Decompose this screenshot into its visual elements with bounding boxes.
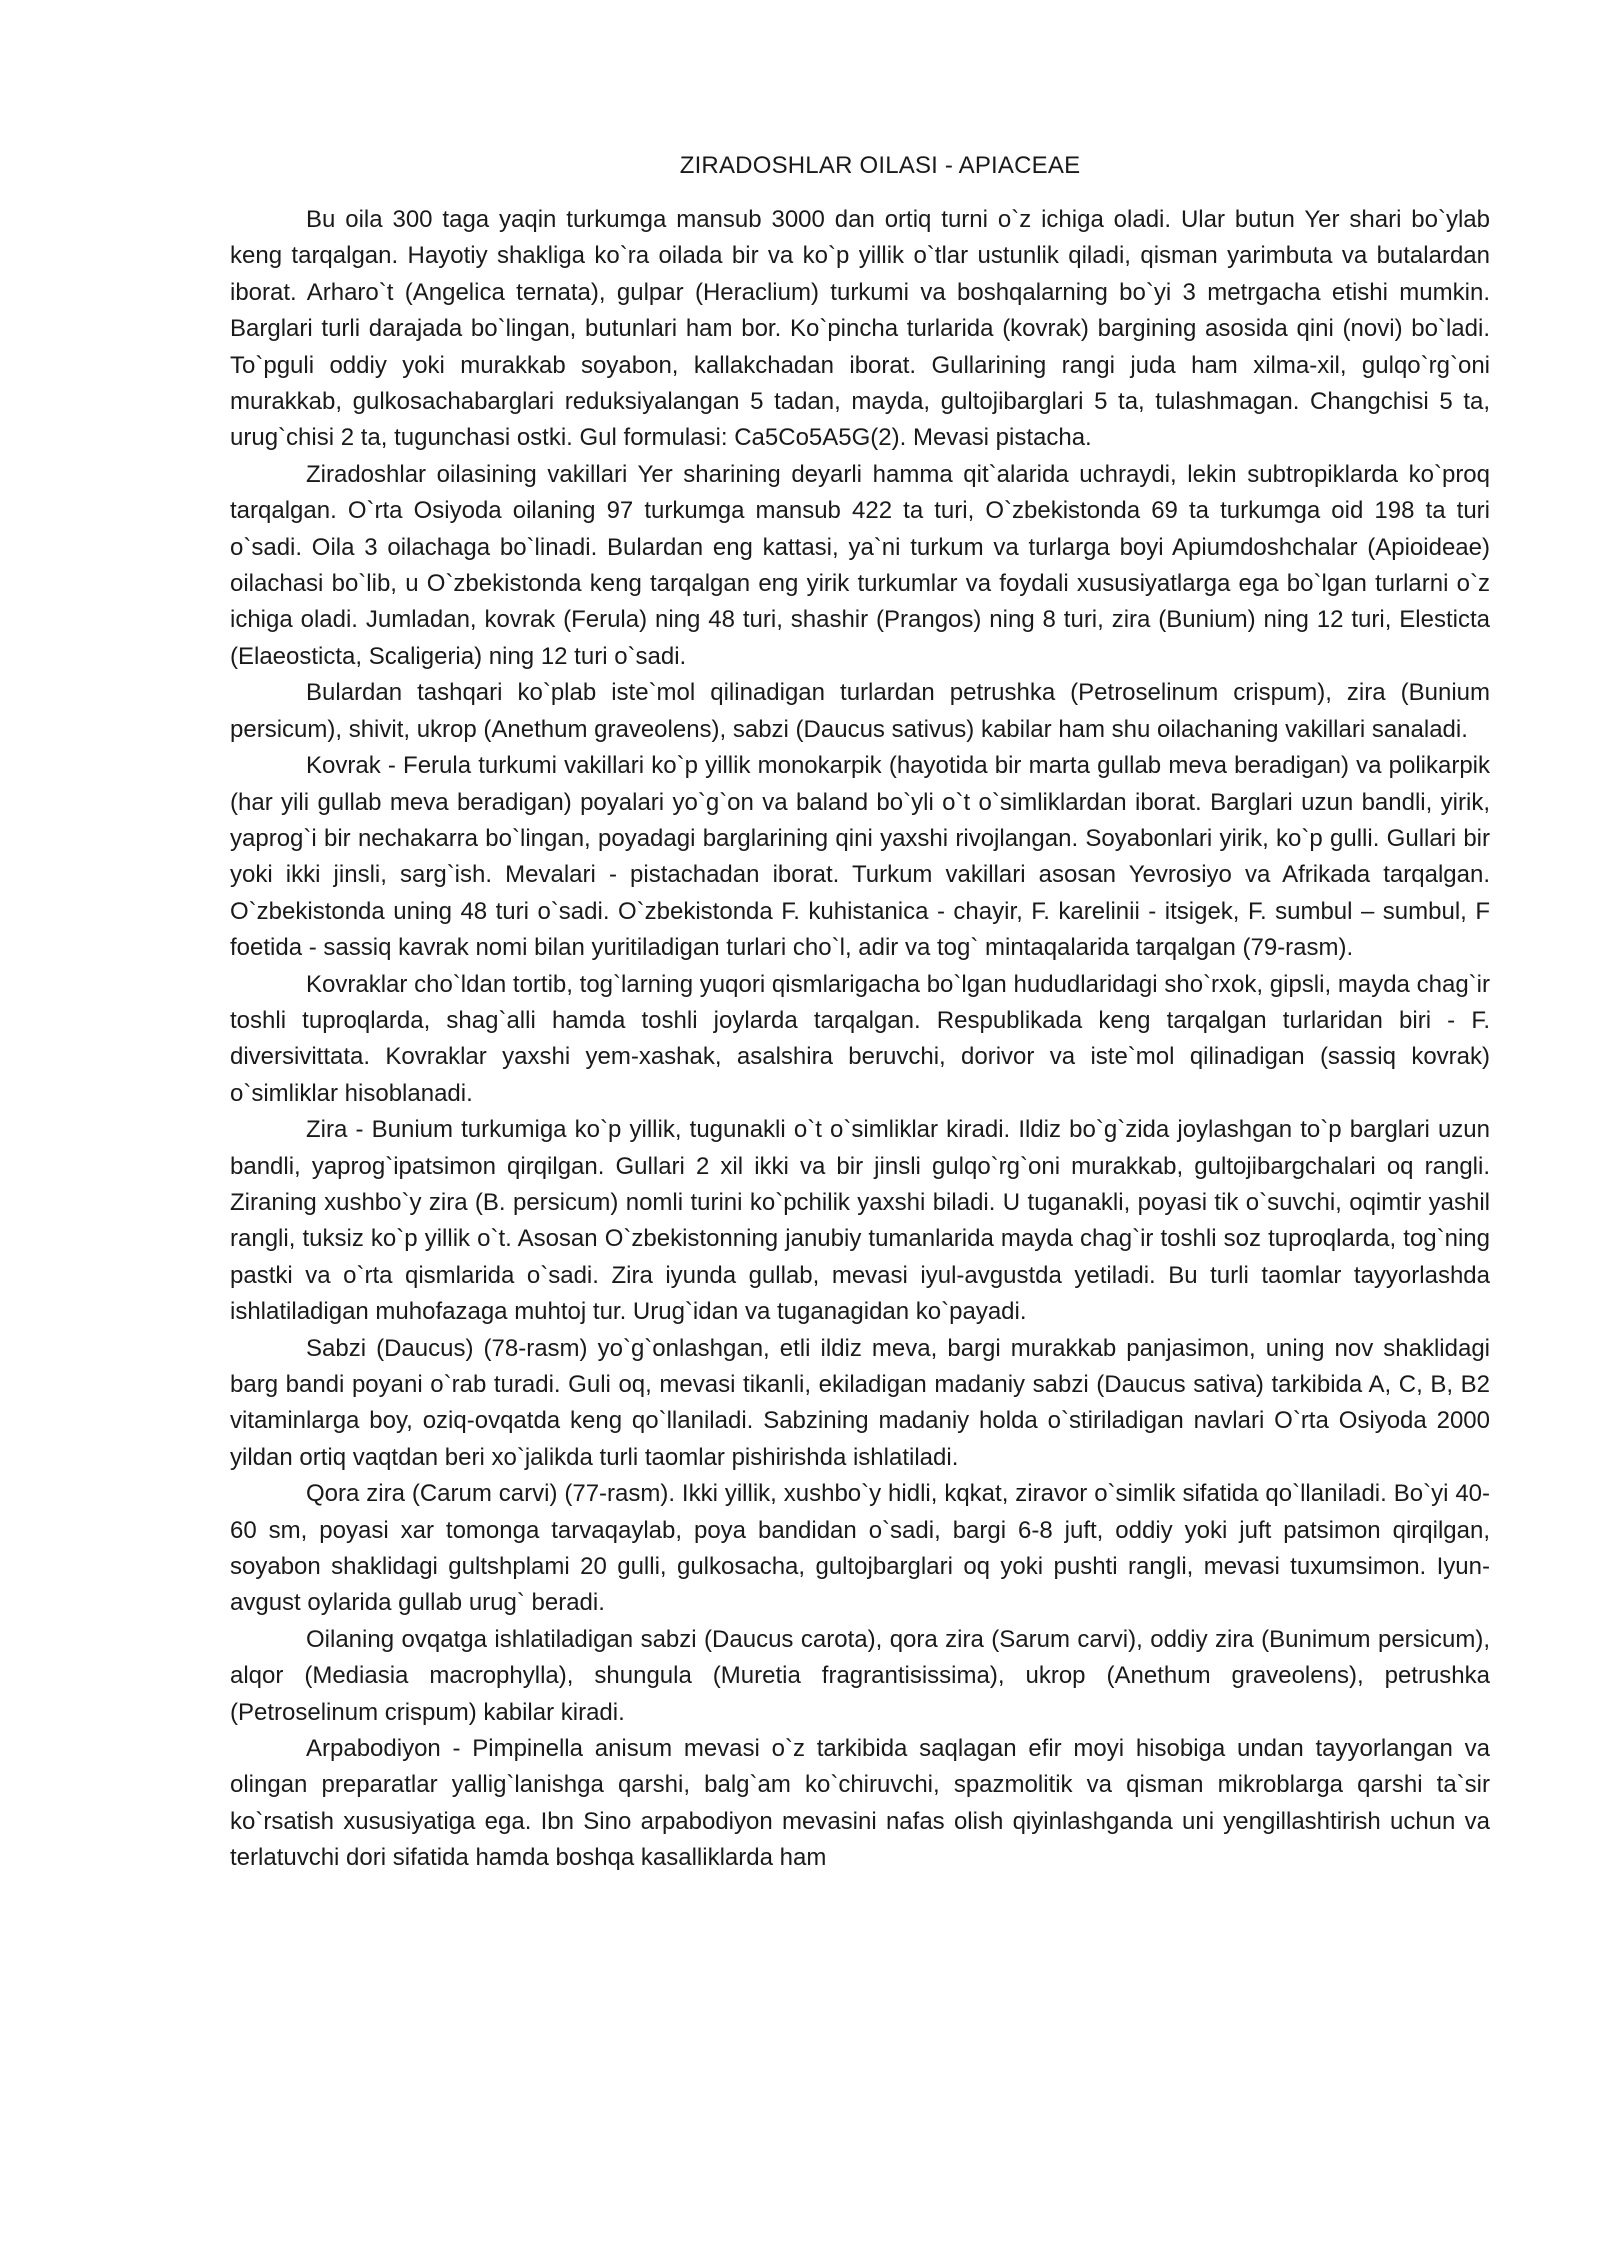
paragraph-food-species: Oilaning ovqatga ishlatiladigan sabzi (Daucus carota), qora zira (Sarum carvi), oddiy zira (Bunimum persicum), alqor (Mediasia macrophylla), shungula (Muretia fragrantisissima), ukrop (Anethum graveolens), petrushka (Petroselinum crispum) kabilar kiradi. <box>230 1625 1490 1726</box>
paragraph-edible-species: Bulardan tashqari ko`plab iste`mol qilinadigan turlardan petrushka (Petroselinum crispum), zira (Bunium persicum), shivit, ukrop (Anethum graveolens), sabzi (Daucus sativus) kabilar ham shu oilachaning vakillari sanaladi. <box>230 679 1490 743</box>
document-title: ZIRADOSHLAR OILASI - APIACEAE <box>679 152 1081 179</box>
paragraph-daucus: Sabzi (Daucus) (78-rasm) yo`g`onlashgan, etli ildiz meva, bargi murakkab panjasimon, uning nov shaklidagi barg bandi poyani o`rab turadi. Guli oq, mevasi tikanli, ekiladigan madaniy sabzi (Daucus sativa) tarkibida A, C, B, B2 vitaminlarga boy, oziq-ovqatda keng qo`llaniladi. Sabzining madaniy holda o`stiriladigan navlari O`rta Osiyoda 2000 yildan ortiq vaqtdan beri xo`jalikda turli taomlar pishirishda ishlatiladi. <box>230 1334 1490 1471</box>
paragraph-ferula: Kovrak - Ferula turkumi vakillari ko`p yillik monokarpik (hayotida bir marta gullab meva beradigan) va polikarpik (har yili gullab meva beradigan) poyalari yo`g`on va baland bo`yli o`t o`simliklardan iborat. Barglari uzun bandli, yirik, yaprog`i bir nechakarra bo`lingan, poyadagi barglarining qini yaxshi rivojlangan. Soyabonlari yirik, ko`p gulli. Gullari bir yoki ikki jinsli, sarg`ish. Mevalari - pistachadan iborat. Turkum vakillari asosan Yevrosiyo va Afrikada tarqalgan. O`zbekistonda uning 48 turi o`sadi. O`zbekistonda F. kuhistanica - chayir, F. karelinii - itsigek, F. sumbul – sumbul, F foetida - sassiq kavrak nomi bilan yuritiladigan turlari cho`l, adir va tog` mintaqalarida tarqalgan (79-rasm). <box>230 752 1490 962</box>
paragraph-carum: Qora zira (Carum carvi) (77-rasm). Ikki yillik, xushbo`y hidli, kqkat, ziravor o`simlik sifatida qo`llaniladi. Bo`yi 40-60 sm, poyasi xar tomonga tarvaqaylab, poya bandidan o`sadi, bargi 6-8 juft, oddiy yoki juft patsimon qirqilgan, soyabon shaklidagi gultshplami 20 gulli, gulkosacha, gultojbarglari oq yoki pushti rangli, mevasi tuxumsimon. Iyun- avgust oylarida gullab urug` beradi. <box>230 1480 1490 1617</box>
paragraph-pimpinella: Arpabodiyon - Pimpinella anisum mevasi o`z tarkibida saqlagan efir moyi hisobiga undan tayyorlangan va olingan preparatlar yallig`lanishga qarshi, balg`am ko`chiruvchi, spazmolitik va qisman mikroblarga qarshi ta`sir ko`rsatish xususiyatiga ega. Ibn Sino arpabodiyon mevasini nafas olish qiyinlashganda uni yengillashtirish uchun va terlatuvchi dori sifatida hamda boshqa kasalliklarda ham <box>230 1735 1490 1872</box>
document-body <box>230 148 1490 1877</box>
paragraph-family-overview: Bu oila 300 taga yaqin turkumga mansub 3000 dan ortiq turni o`z ichiga oladi. Ular butun Yer shari bo`ylab keng tarqalgan. Hayotiy shakliga ko`ra oilada bir va ko`p yillik o`tlar ustunlik qiladi, qisman yarimbuta va butalardan iborat. Arharo`t (Angelica ternata), gulpar (Heraclium) turkumi va boshqalarning bo`yi 3 metrgacha etishi mumkin. Barglari turli darajada bo`lingan, butunlari ham bor. Ko`pincha turlarida (kovrak) bargining asosida qini (novi) bo`ladi. To`pguli oddiy yoki murakkab soyabon, kallakchadan iborat. Gullarining rangi juda ham xilma-xil, gulqo`rg`oni murakkab, gulkosachabarglari reduksiyalangan 5 tadan, mayda, gultojibarglari 5 ta, tulashmagan. Changchisi 5 ta, urug`chisi 2 ta, tugunchasi ostki. Gul formulasi: Ca5Co5A5G(2). Mevasi pistacha. <box>230 206 1490 452</box>
paragraph-ferula-habitat: Kovraklar cho`ldan tortib, tog`larning yuqori qismlarigacha bo`lgan hududlaridagi sho`rxok, gipsli, mayda chag`ir toshli tuproqlarda, shag`alli hamda toshli joylarda tarqalgan. Respublikada keng tarqalgan turlaridan biri - F. diversivittata. Kovraklar yaxshi yem-xashak, asalshira beruvchi, dorivor va iste`mol qilinadigan (sassiq kovrak) o`simliklar hisoblanadi. <box>230 970 1490 1107</box>
paragraph-distribution: Ziradoshlar oilasining vakillari Yer sharining deyarli hamma qit`alarida uchraydi, lekin subtropiklarda ko`proq tarqalgan. O`rta Osiyoda oilaning 97 turkumga mansub 422 ta turi, O`zbekistonda 69 ta turkumga oid 198 ta turi o`sadi. Oila 3 oilachaga bo`linadi. Bulardan eng kattasi, ya`ni turkum va turlarga boyi Apiumdoshchalar (Apioideae) oilachasi bo`lib, u O`zbekistonda keng tarqalgan eng yirik turkumlar va foydali xususiyatlarga ega bo`lgan turlarni o`z ichiga oladi. Jumladan, kovrak (Ferula) ning 48 turi, shashir (Prangos) ning 8 turi, zira (Bunium) ning 12 turi, Elesticta (Elaeosticta, Scaligeria) ning 12 turi o`sadi. <box>230 460 1490 670</box>
paragraph-bunium: Zira - Bunium turkumiga ko`p yillik, tugunakli o`t o`simliklar kiradi. Ildiz bo`g`zida joylashgan to`p barglari uzun bandli, yaprog`ipatsimon qirqilgan. Gullari 2 xil ikki va bir jinsli gulqo`rg`oni murakkab, gultojibargchalari oq rangli. Ziraning xushbo`y zira (B. persicum) nomli turini ko`pchilik yaxshi biladi. U tuganakli, poyasi tik o`suvchi, oqimtir yashil rangli, tuksiz ko`p yillik o`t. Asosan O`zbekistonning janubiy tumanlarida mayda chag`ir toshli soz tuproqlarda, tog`ning pastki va o`rta qismlarida o`sadi. Zira iyunda gullab, mevasi iyul-avgustda yetiladi. Bu turli taomlar tayyorlashda ishlatiladigan muhofazaga muhtoj tur. Urug`idan va tuganagidan ko`payadi. <box>230 1116 1490 1326</box>
